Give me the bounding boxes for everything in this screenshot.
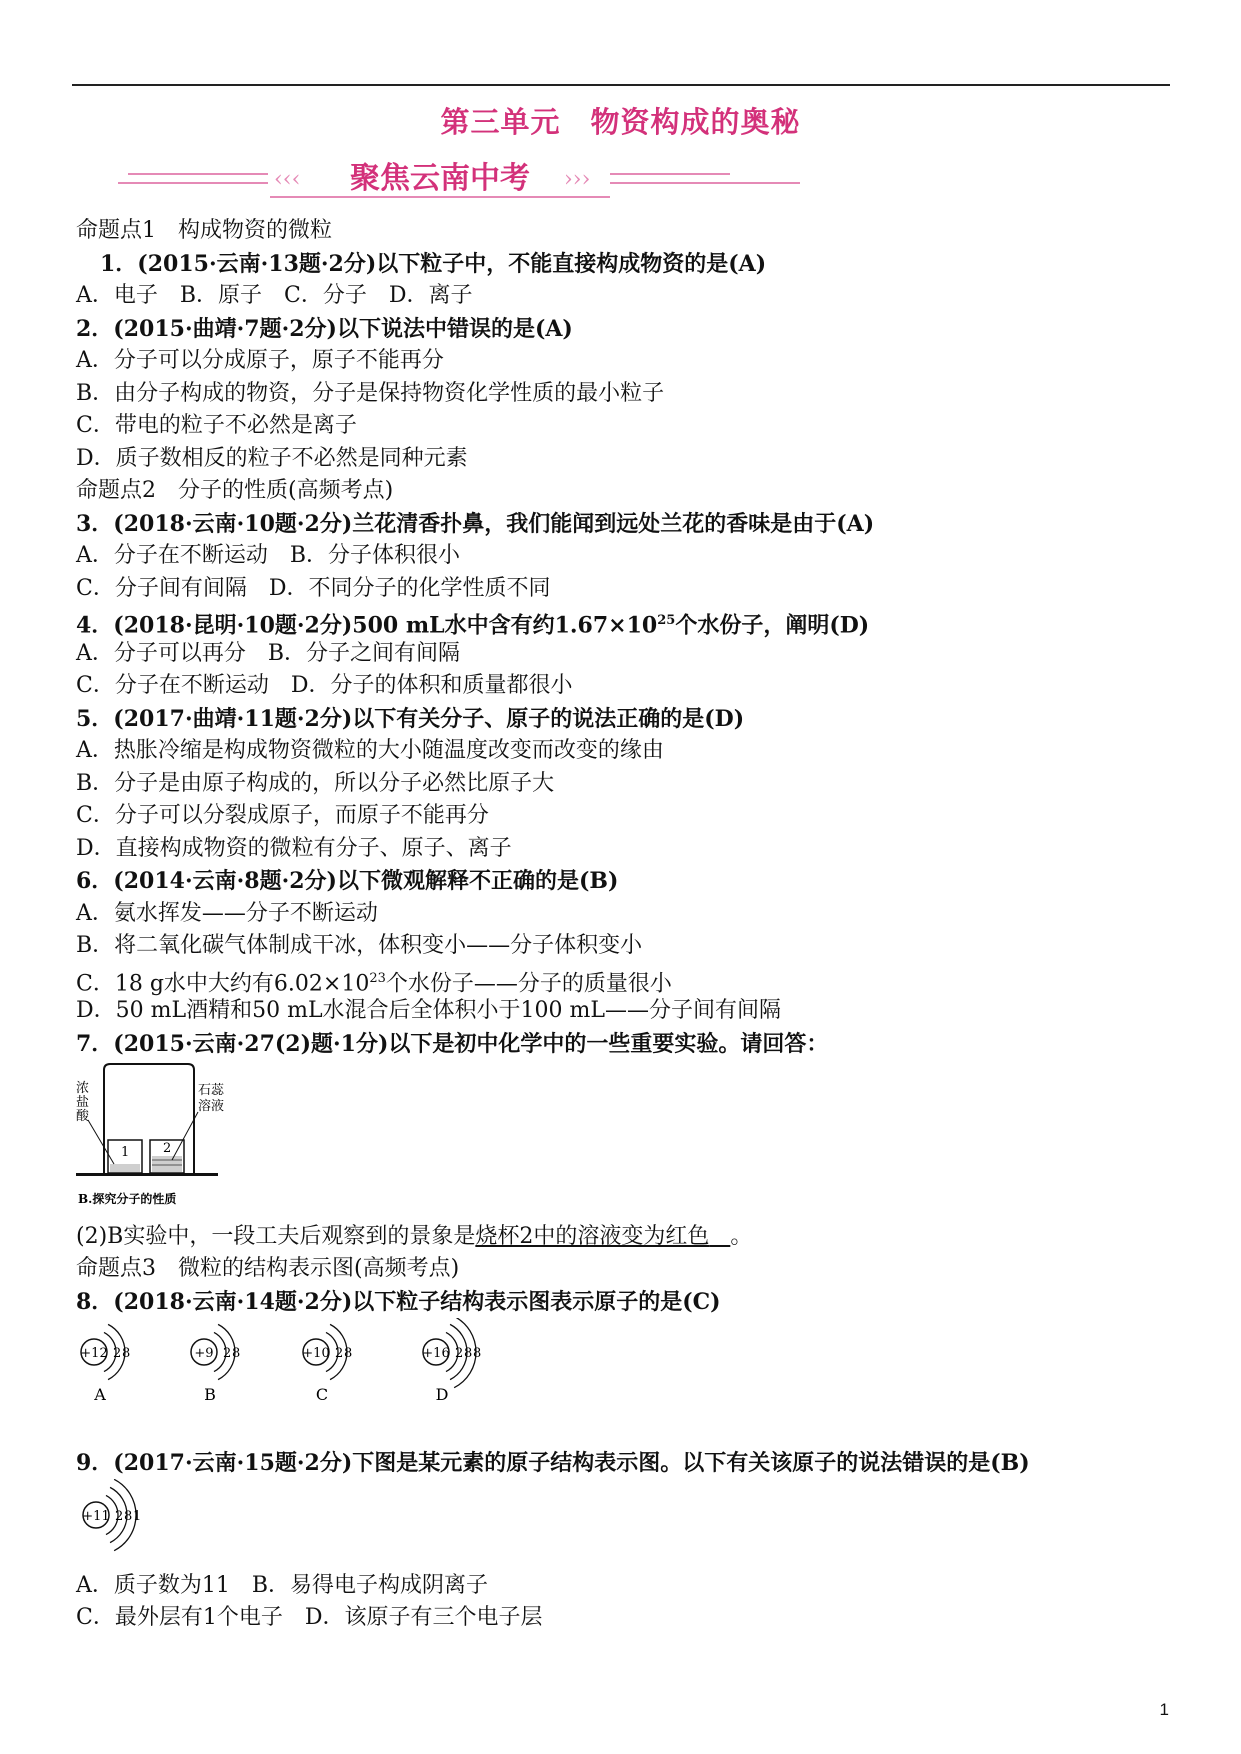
- question-2-option-d: D．质子数相反的粒子不必然是同种元素: [76, 445, 468, 471]
- question-5-option-c: C．分子可以分裂成原子，而原子不能再分: [76, 803, 489, 828]
- question-9-options-cd: C．最外层有1个电子 D．该原子有三个电子层: [76, 1605, 543, 1630]
- question-3-options-cd: C．分子间有间隔 D．不同分子的化学性质不同: [76, 575, 551, 601]
- pointer-line: [88, 1120, 114, 1164]
- section-heading: 命题点3 微粒的结构表示图(高频考点): [76, 1256, 460, 1281]
- banner-rule: [610, 173, 730, 175]
- question-7-answer: [76, 1221, 1176, 1254]
- electron-count: 8: [232, 1346, 241, 1361]
- exponent: 25: [657, 613, 676, 628]
- question-5-option-b: B．分子是由原子构成的，所以分子必然比原子大: [76, 770, 555, 796]
- answer-underlined: 烧杯2中的溶液变为红色: [475, 1223, 710, 1249]
- question-5-option-d: D．直接构成物资的微粒有分子、原子、离子: [76, 835, 512, 861]
- section-heading: 命题点1 构成物资的微粒: [76, 218, 332, 243]
- electron-count: 8: [464, 1346, 473, 1361]
- electron-count: 2: [223, 1346, 232, 1361]
- option-c-text-end: 个水份子——分子的质量很小: [385, 970, 672, 996]
- answer-suffix: 。: [730, 1223, 753, 1249]
- question-6-option-c: [76, 963, 1176, 996]
- beaker-2-liquid: [152, 1156, 182, 1172]
- electron-count: 8: [122, 1346, 131, 1361]
- question-1-options: A．电子 B．原子 C．分子 D．离子: [76, 283, 473, 308]
- atom-diagram: [82, 1479, 141, 1550]
- question-2-option-b: B．由分子构成的物资，分子是保持物资化学性质的最小粒子: [76, 380, 665, 406]
- question-1: 1．(2015·云南·13题·2分)以下粒子中，不能直接构成物资的是(A): [100, 250, 767, 277]
- atom-diagram: [422, 1318, 481, 1404]
- question-9-options-ab: A．质子数为11 B．易得电子构成阴离子: [76, 1572, 489, 1598]
- banner-left-chevrons-icon: ‹‹‹: [274, 167, 301, 192]
- banner-text: 聚焦云南中考: [350, 161, 530, 196]
- answer-prefix: (2)B实验中，一段工夫后观察到的景象是: [76, 1223, 476, 1249]
- question-7: 7．(2015·云南·27(2)题·1分)以下是初中化学中的一些重要实验。请回答：: [76, 1030, 829, 1057]
- question-4-stem-end: 个水份子，阐明(D): [675, 612, 870, 639]
- electron-count: 1: [133, 1509, 142, 1524]
- nucleus-charge: +12: [80, 1346, 108, 1361]
- electron-count: 8: [473, 1346, 482, 1361]
- base-plate: [76, 1173, 218, 1176]
- atom-diagram: [191, 1324, 240, 1404]
- banner: [0, 156, 1241, 206]
- electron-count: 8: [344, 1346, 353, 1361]
- beaker-1-label: 1: [121, 1145, 130, 1160]
- question-2-option-a: A．分子可以分成原子，原子不能再分: [76, 348, 444, 373]
- option-c-text: C．18 g水中大约有6.02×10: [76, 970, 370, 996]
- option-letter: C: [315, 1385, 329, 1404]
- question-9: 9．(2017·云南·15题·2分)下图是某元素的原子结构表示图。以下有关该原子的说法错误的是(B): [76, 1449, 1030, 1476]
- document-body: [76, 215, 1176, 1635]
- nucleus-charge: +11: [82, 1509, 110, 1524]
- question-2-option-c: C．带电的粒子不必然是离子: [76, 413, 357, 438]
- banner-rule: [610, 182, 800, 184]
- question-5: 5．(2017·曲靖·11题·2分)以下有关分子、原子的说法正确的是(D): [76, 705, 745, 732]
- option-letter: D: [435, 1385, 449, 1404]
- top-rule: [72, 84, 1170, 86]
- electron-count: 2: [113, 1346, 122, 1361]
- litmus-label: 石蕊溶液: [198, 1083, 225, 1114]
- option-letter: A: [94, 1385, 106, 1404]
- question-4: [76, 605, 1176, 638]
- electron-count: 2: [335, 1346, 344, 1361]
- nucleus-charge: +10: [302, 1346, 330, 1361]
- question-3: 3．(2018·云南·10题·2分)兰花清香扑鼻，我们能闻到远处兰花的香味是由于(A): [76, 510, 875, 537]
- question-6-option-d: D．50 mL酒精和50 mL水混合后全体积小于100 mL——分子间有间隔: [76, 998, 782, 1023]
- option-letter: B: [204, 1385, 216, 1404]
- banner-rule: [118, 182, 268, 184]
- atom-diagram: [302, 1324, 352, 1404]
- nucleus-charge: +9: [194, 1346, 214, 1361]
- banner-rule: [128, 173, 268, 175]
- page-number: 1: [1159, 1700, 1169, 1719]
- page-title: 第三单元 物资构成的奥秘: [440, 105, 801, 139]
- question-8: 8．(2018·云南·14题·2分)以下粒子结构表示图表示原子的是(C): [76, 1288, 721, 1315]
- banner-right-chevrons-icon: ›››: [564, 167, 591, 192]
- atom-diagram-9: [76, 1479, 196, 1559]
- beaker-1-liquid: [110, 1164, 140, 1172]
- electron-count: 8: [124, 1509, 133, 1524]
- question-6-option-b: B．将二氧化碳气体制成干冰，体积变小——分子体积变小: [76, 933, 643, 958]
- question-2: 2．(2015·曲靖·7题·2分)以下说法中错误的是(A): [76, 315, 573, 342]
- section-heading: 命题点2 分子的性质(高频考点): [76, 478, 394, 503]
- exponent: 23: [369, 970, 386, 986]
- atom-diagram: [80, 1324, 130, 1404]
- figure-caption: B.探究分子的性质: [78, 1192, 177, 1206]
- electron-count: 2: [455, 1346, 464, 1361]
- banner-underline: [270, 196, 610, 198]
- question-3-options-ab: A．分子在不断运动 B．分子体积很小: [76, 543, 461, 568]
- question-6-option-a: A．氨水挥发——分子不断运动: [76, 900, 378, 926]
- question-5-option-a: A．热胀冷缩是构成物资微粒的大小随温度改变而改变的缘由: [76, 738, 664, 763]
- electron-count: 2: [115, 1509, 124, 1524]
- beaker-2-label: 2: [163, 1141, 172, 1156]
- hydrochloric-acid-label: 浓盐酸: [76, 1081, 90, 1124]
- atom-diagrams: [76, 1318, 556, 1418]
- question-4-options-ab: A．分子可以再分 B．分子之间有间隔: [76, 640, 461, 666]
- question-6: 6．(2014·云南·8题·2分)以下微观解释不正确的是(B): [76, 868, 619, 894]
- question-4-options-cd: C．分子在不断运动 D．分子的体积和质量都很小: [76, 673, 573, 698]
- question-4-stem: 4．(2018·昆明·10题·2分)500 mL水中含有约1.67×10: [76, 612, 658, 639]
- experiment-figure: [76, 1060, 276, 1210]
- nucleus-charge: +16: [422, 1346, 450, 1361]
